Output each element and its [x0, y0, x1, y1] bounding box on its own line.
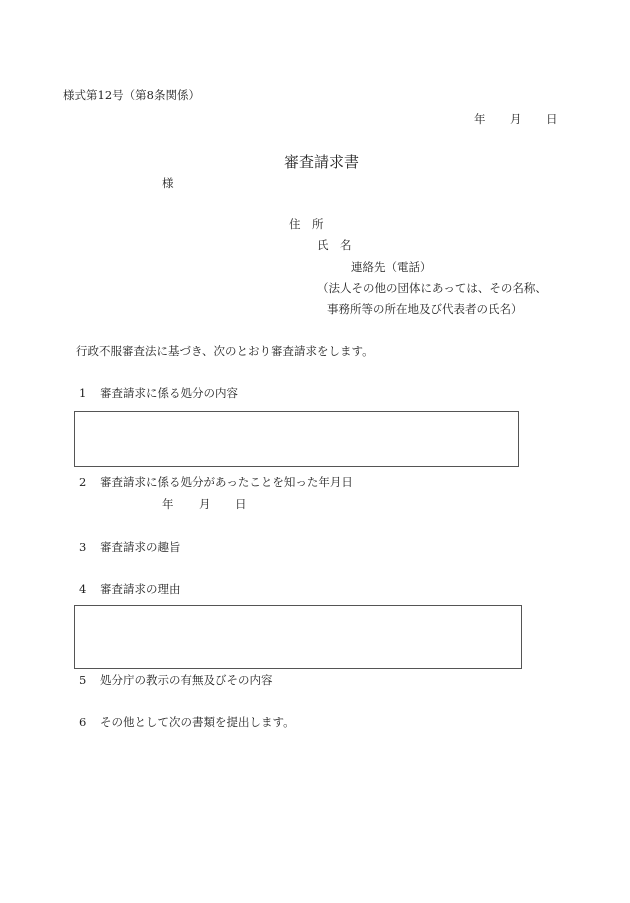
name-label: 氏 名 — [317, 238, 352, 252]
submission-year-label: 年 — [474, 112, 486, 126]
form-number-label: 様式第12号（第8条関係） — [63, 88, 200, 102]
item-number: 4 — [79, 582, 87, 596]
address-label: 住 所 — [289, 217, 324, 231]
item-number: 2 — [79, 475, 87, 489]
item-2-month-label: 月 — [199, 497, 211, 511]
item-2-day-label: 日 — [235, 497, 247, 511]
corporate-note-line2: 事務所等の所在地及び代表者の氏名） — [327, 302, 523, 316]
corporate-note-line1: （法人その他の団体にあっては、その名称、 — [317, 281, 547, 295]
contact-label: 連絡先（電話） — [351, 260, 432, 274]
item-4-entry-box[interactable] — [74, 605, 522, 669]
item-label: 処分庁の教示の有無及びその内容 — [100, 673, 273, 687]
item-label: 審査請求に係る処分があったことを知った年月日 — [100, 475, 353, 489]
item-label: その他として次の書類を提出します。 — [100, 715, 295, 729]
item-number: 5 — [79, 673, 87, 687]
submission-month-label: 月 — [510, 112, 522, 126]
submission-day-label: 日 — [546, 112, 558, 126]
item-label: 審査請求の理由 — [100, 582, 181, 596]
item-label: 審査請求の趣旨 — [100, 540, 181, 554]
item-2-year-label: 年 — [162, 497, 174, 511]
document-title: 審査請求書 — [284, 153, 360, 171]
addressee-suffix: 様 — [162, 176, 174, 190]
item-number: 1 — [79, 386, 87, 400]
item-number: 6 — [79, 715, 87, 729]
item-number: 3 — [79, 540, 87, 554]
intro-statement: 行政不服審査法に基づき、次のとおり審査請求をします。 — [76, 344, 374, 358]
item-1-entry-box[interactable] — [74, 411, 519, 467]
item-label: 審査請求に係る処分の内容 — [100, 386, 238, 400]
